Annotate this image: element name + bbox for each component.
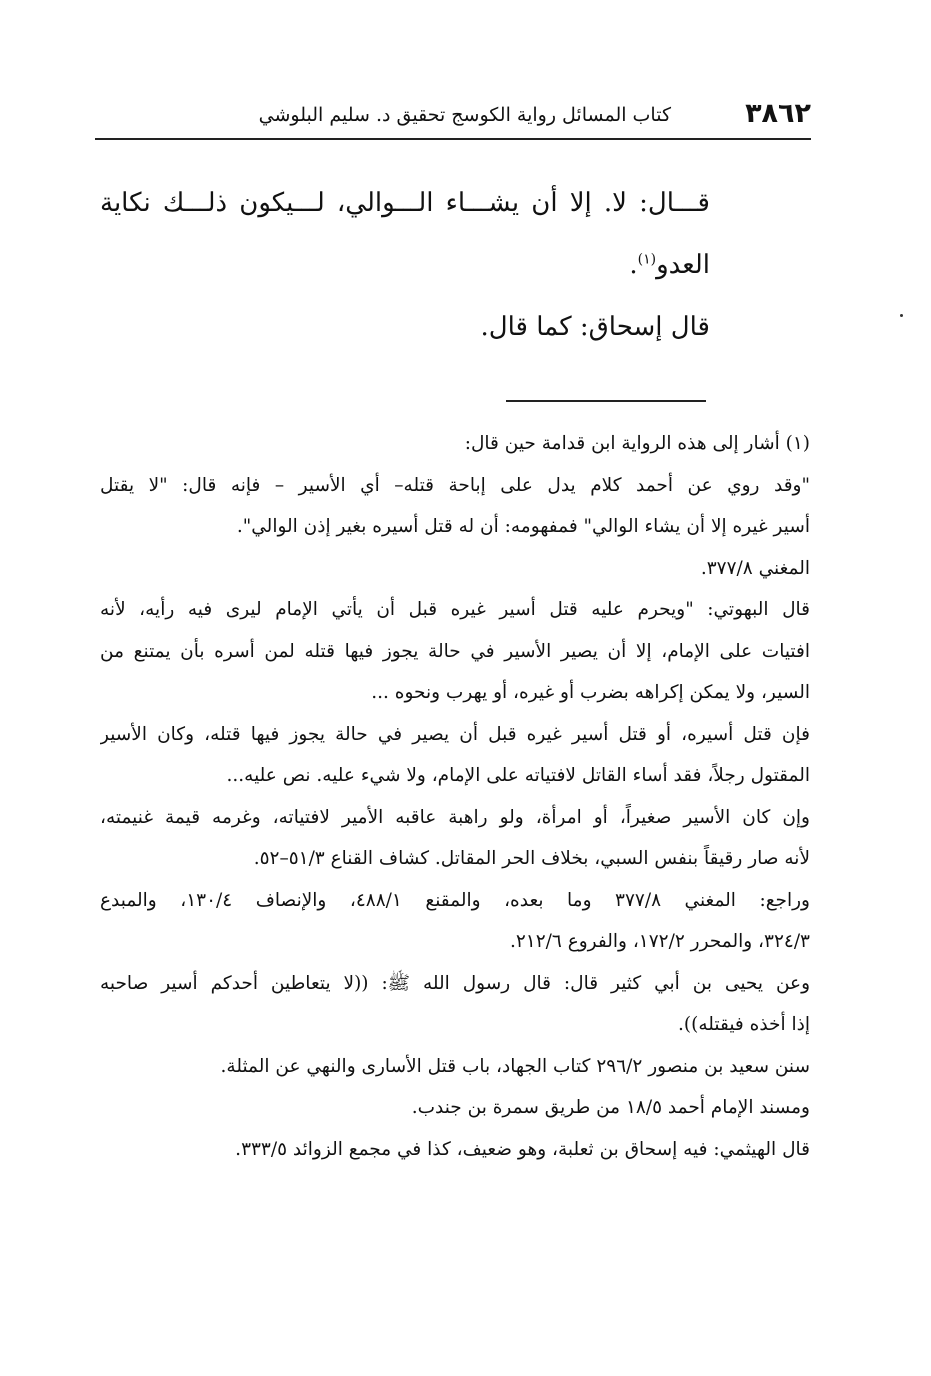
footnote-line: وراجع: المغني ٣٧٧/٨ وما بعده، والمقنع ٤٨٨/١، والإنصاف ١٣٠/٤، والمبدع	[100, 889, 810, 911]
footnote-line: المقتول رجلاً، فقد أساء القاتل لافتياته على الإمام، ولا شيء عليه. نص عليه...	[226, 765, 810, 786]
footnote-separator	[506, 400, 706, 402]
footnote-line: سنن سعيد بن منصور ٢٩٦/٢ كتاب الجهاد، باب قتل الأسارى والنهي عن المثلة.	[220, 1055, 810, 1077]
page-number: ٣٨٦٢	[745, 98, 811, 129]
footnote-line: لأنه صار رقيقاً بنفس السبي، بخلاف الحر المقاتل. كشاف القناع ٥١/٣–٥٢.	[253, 848, 810, 869]
footnote-line: ومسند الإمام أحمد ١٨/٥ من طريق سمرة بن جندب.	[411, 1097, 810, 1118]
footnote-line: أسير غيره إلا أن يشاء الوالي" فمفهومه: أن له قتل أسيره بغير إذن الوالي".	[236, 516, 810, 537]
page-header	[95, 96, 811, 140]
main-text-line: قـــال: لا. إلا أن يشـــاء الـــوالي، لـــيكون ذلـــك نكاية	[100, 188, 710, 218]
footnote-line: السير، ولا يمكن إكراهه بضرب أو غيره، أو يهرب ونحوه ...	[371, 682, 810, 703]
footnote-line: وإن كان الأسير صغيراً، أو امرأة، ولو راهبة عاقبه الأمير لافتياته، وغرمه قيمة غنيمته،	[100, 806, 810, 828]
footnote-line: قال الهيثمي: فيه إسحاق بن ثعلبة، وهو ضعيف، كذا في مجمع الزوائد ٣٣٣/٥.	[235, 1138, 810, 1160]
main-text-line	[100, 238, 710, 300]
scan-speck	[900, 314, 903, 317]
main-text-line: قال إسحاق: كما قال.	[480, 312, 710, 342]
main-text	[100, 176, 710, 362]
running-title: كتاب المسائل رواية الكوسج تحقيق د. سليم البلوشي	[258, 104, 671, 126]
footnote-line: إذا أخذه فيقتله)).	[678, 1014, 810, 1035]
footnotes	[100, 423, 810, 1170]
footnote-line: (١) أشار إلى هذه الرواية ابن قدامة حين قال:	[464, 433, 810, 454]
footnote-reference: (١)	[637, 251, 657, 268]
main-text-fragment: العدو	[656, 250, 710, 280]
footnote-line: وعن يحيى بن أبي كثير قال: قال رسول الله ﷺ: ((لا يتعاطين أحدكم أسير صاحبه	[100, 972, 810, 994]
footnote-line: ٣٢٤/٣، والمحرر ١٧٢/٢، والفروع ٢١٢/٦.	[509, 931, 810, 952]
footnote-line: فإن قتل أسيره، أو قتل أسير غيره قبل أن يصير في حالة يجوز فيها قتله، وكان الأسير	[100, 723, 810, 745]
main-text-fragment: .	[629, 250, 638, 280]
footnote-line: المغني ٣٧٧/٨.	[700, 557, 810, 579]
footnote-line: افتيات على الإمام، إلا أن يصير الأسير في حالة يجوز فيها قتله لمن أسره بأن يمتنع من	[100, 640, 810, 662]
footnote-line: "وقد روي عن أحمد كلام يدل على إباحة قتله– أي الأسير – فإنه قال: "لا يقتل	[100, 474, 810, 496]
footnote-line: قال البهوتي: "ويحرم عليه قتل أسير غيره قبل أن يأتي الإمام ليرى فيه رأيه، لأنه	[100, 599, 810, 620]
